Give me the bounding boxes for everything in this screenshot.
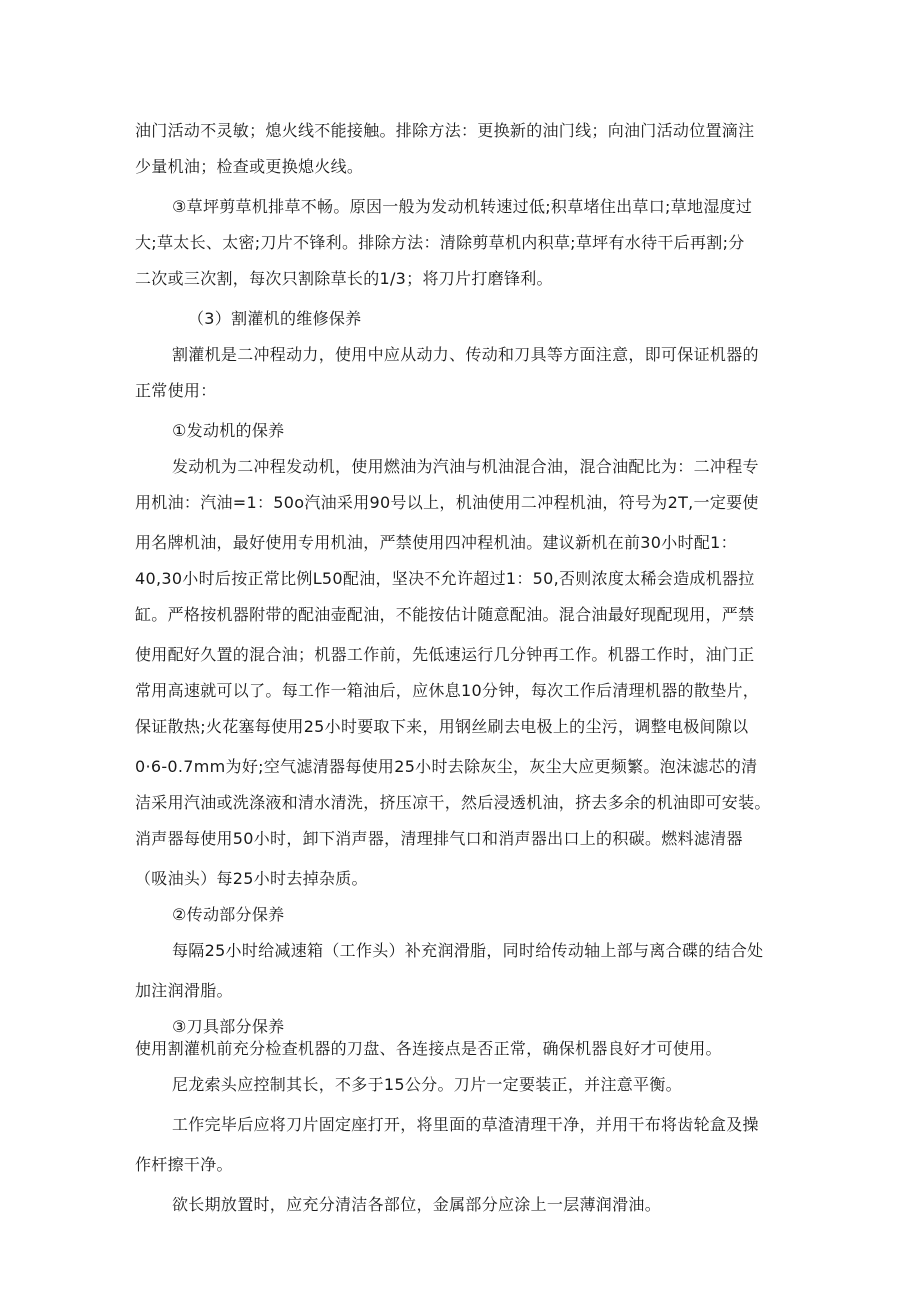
paragraph-line: 割灌机是二冲程动力，使用中应从动力、传动和刀具等方面注意，即可保证机器的 (172, 345, 759, 364)
paragraph-line: 洁采用汽油或洗涤液和清水清洗，挤压凉干，然后浸透机油，挤去多余的机油即可安装。 (135, 793, 771, 812)
paragraph-line: 常用高速就可以了。每工作一箱油后，应休息10分钟，每次工作后清理机器的散垫片， (135, 681, 760, 700)
paragraph-line: 40,30小时后按正常比例L50配油，坚决不允许超过1：50,否则浓度太稀会造成机器拉 (135, 569, 755, 588)
subsection-heading: ①发动机的保养 (172, 421, 285, 440)
paragraph-line: 使用割灌机前充分检查机器的刀盘、各连接点是否正常，确保机器良好才可使用。 (135, 1039, 722, 1058)
paragraph-line: 使用配好久置的混合油；机器工作前，先低速运行几分钟再工作。机器工作时，油门正 (135, 645, 755, 664)
paragraph-line: 用名牌机油，最好使用专用机油，严禁使用四冲程机油。建议新机在前30小时配1： (135, 533, 737, 552)
section-heading: （3）割灌机的维修保养 (188, 309, 362, 328)
paragraph-line: 缸。严格按机器附带的配油壶配油，不能按估计随意配油。混合油最好现配现用，严禁 (135, 605, 755, 624)
subsection-heading: ③刀具部分保养 (172, 1017, 285, 1036)
paragraph-line: 加注润滑脂。 (135, 981, 233, 1000)
paragraph-line: （吸油头）每25小时去掉杂质。 (135, 869, 368, 888)
paragraph-line: 油门活动不灵敏；熄火线不能接触。排除方法：更换新的油门线；向油门活动位置滴注 (135, 121, 755, 140)
paragraph-line: 作杆擦干净。 (135, 1155, 233, 1174)
paragraph-line: 正常使用： (135, 381, 217, 400)
paragraph-line: 欲长期放置时，应充分清洁各部位，金属部分应涂上一层薄润滑油。 (172, 1195, 662, 1214)
paragraph-line: 少量机油；检查或更换熄火线。 (135, 157, 364, 176)
paragraph-line: 消声器每使用50小时，卸下消声器，清理排气口和消声器出口上的积碳。燃料滤清器 (135, 829, 743, 848)
paragraph-line: 二次或三次割，每次只割除草长的1/3；将刀片打磨锋利。 (135, 269, 553, 288)
paragraph-line: 大;草太长、太密;刀片不锋利。排除方法：清除剪草机内积草;草坪有水待干后再割;分 (135, 233, 745, 252)
paragraph-line: 0·6-0.7mm为好;空气滤清器每使用25小时去除灰尘，灰尘大应更频繁。泡沫滤芯的清 (135, 757, 758, 776)
paragraph-line: ③草坪剪草机排草不畅。原因一般为发动机转速过低;积草堵住出草口;草地湿度过 (172, 197, 753, 216)
paragraph-line: 工作完毕后应将刀片固定座打开，将里面的草渣清理干净，并用干布将齿轮盒及操 (172, 1115, 759, 1134)
paragraph-line: 保证散热;火花塞每使用25小时要取下来，用钢丝刷去电极上的尘污，调整电极间隙以 (135, 717, 749, 736)
paragraph-line: 尼龙索头应控制其长，不多于15公分。刀片一定要装正，并注意平衡。 (172, 1075, 682, 1094)
subsection-heading: ②传动部分保养 (172, 905, 285, 924)
paragraph-line: 用机油：汽油=1：50o汽油采用90号以上，机油使用二冲程机油，符号为2T,一定要使 (135, 493, 759, 512)
paragraph-line: 发动机为二冲程发动机，使用燃油为汽油与机油混合油，混合油配比为：二冲程专 (172, 457, 759, 476)
paragraph-line: 每隔25小时给减速箱（工作头）补充润滑脂，同时给传动轴上部与离合碟的结合处 (172, 941, 764, 960)
